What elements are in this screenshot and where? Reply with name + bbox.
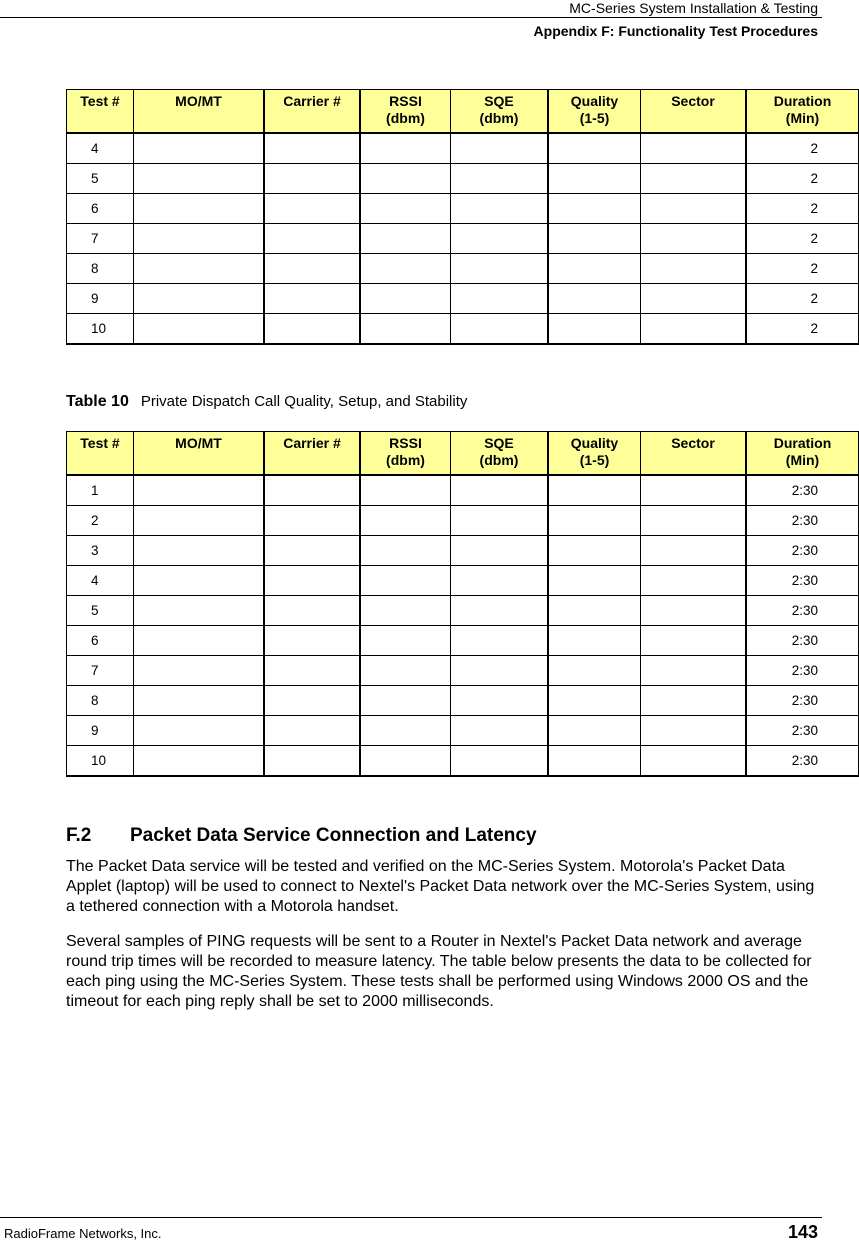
empty-entry-cell xyxy=(451,596,549,626)
empty-entry-cell xyxy=(548,596,641,626)
column-header: Sector xyxy=(641,90,747,134)
duration-cell: 2 xyxy=(746,254,859,284)
table-row xyxy=(67,596,859,626)
section-heading xyxy=(66,825,537,847)
table-header-row xyxy=(67,90,859,134)
empty-entry-cell xyxy=(360,746,451,777)
empty-entry-cell xyxy=(451,284,549,314)
column-header: Duration (Min) xyxy=(746,90,859,134)
empty-entry-cell xyxy=(134,746,265,777)
column-header: Test # xyxy=(67,90,134,134)
empty-entry-cell xyxy=(134,133,265,164)
table-caption-text: Private Dispatch Call Quality, Setup, and Stability xyxy=(140,393,468,410)
duration-cell: 2:30 xyxy=(746,475,859,506)
table-row xyxy=(67,626,859,656)
duration-cell: 2:30 xyxy=(746,626,859,656)
empty-entry-cell xyxy=(641,686,747,716)
table-row xyxy=(67,314,859,345)
table-row xyxy=(67,746,859,777)
empty-entry-cell xyxy=(641,626,747,656)
empty-entry-cell xyxy=(451,656,549,686)
empty-entry-cell xyxy=(134,224,265,254)
table-row xyxy=(67,254,859,284)
empty-entry-cell xyxy=(134,656,265,686)
empty-entry-cell xyxy=(548,224,641,254)
test-number-cell: 6 xyxy=(67,626,134,656)
empty-entry-cell xyxy=(451,314,549,345)
empty-entry-cell xyxy=(360,566,451,596)
column-header: MO/MT xyxy=(134,90,265,134)
column-header: RSSI (dbm) xyxy=(360,432,451,476)
empty-entry-cell xyxy=(264,746,360,777)
test-number-cell: 4 xyxy=(67,566,134,596)
duration-cell: 2 xyxy=(746,314,859,345)
empty-entry-cell xyxy=(451,686,549,716)
duration-cell: 2 xyxy=(746,164,859,194)
empty-entry-cell xyxy=(548,656,641,686)
table-body xyxy=(67,475,859,776)
table-row xyxy=(67,716,859,746)
empty-entry-cell xyxy=(451,224,549,254)
empty-entry-cell xyxy=(360,506,451,536)
empty-entry-cell xyxy=(641,475,747,506)
empty-entry-cell xyxy=(264,626,360,656)
empty-entry-cell xyxy=(548,626,641,656)
test-number-cell: 9 xyxy=(67,284,134,314)
empty-entry-cell xyxy=(548,475,641,506)
test-number-cell: 3 xyxy=(67,536,134,566)
empty-entry-cell xyxy=(548,566,641,596)
test-number-cell: 8 xyxy=(67,686,134,716)
empty-entry-cell xyxy=(264,506,360,536)
table-header-row xyxy=(67,432,859,476)
table-row xyxy=(67,133,859,164)
empty-entry-cell xyxy=(264,475,360,506)
empty-entry-cell xyxy=(548,746,641,777)
table-row xyxy=(67,686,859,716)
empty-entry-cell xyxy=(451,746,549,777)
empty-entry-cell xyxy=(264,164,360,194)
empty-entry-cell xyxy=(264,314,360,345)
empty-entry-cell xyxy=(134,626,265,656)
empty-entry-cell xyxy=(134,536,265,566)
empty-entry-cell xyxy=(360,596,451,626)
test-number-cell: 10 xyxy=(67,746,134,777)
empty-entry-cell xyxy=(134,506,265,536)
empty-entry-cell xyxy=(641,284,747,314)
empty-entry-cell xyxy=(548,536,641,566)
empty-entry-cell xyxy=(641,746,747,777)
empty-entry-cell xyxy=(451,626,549,656)
empty-entry-cell xyxy=(264,596,360,626)
column-header: MO/MT xyxy=(134,432,265,476)
empty-entry-cell xyxy=(134,194,265,224)
empty-entry-cell xyxy=(641,566,747,596)
section-title: Packet Data Service Connection and Latency xyxy=(130,825,537,846)
table-caption xyxy=(66,393,467,411)
duration-cell: 2 xyxy=(746,284,859,314)
header-rule xyxy=(0,17,822,18)
empty-entry-cell xyxy=(451,133,549,164)
paragraph: Several samples of PING requests will be sent to a Router in Nextel's Packet Data network and average round trip times will be recorded to measure latency. The table below presents the data to be collected for each ping using the MC-Series System. These tests shall be performed using Windows 2000 OS and the timeout for each ping reply shall be set to 2000 milliseconds. xyxy=(66,933,812,1010)
empty-entry-cell xyxy=(134,716,265,746)
empty-entry-cell xyxy=(548,164,641,194)
empty-entry-cell xyxy=(451,194,549,224)
duration-cell: 2:30 xyxy=(746,536,859,566)
empty-entry-cell xyxy=(264,284,360,314)
duration-cell: 2:30 xyxy=(746,506,859,536)
table-body xyxy=(67,133,859,344)
column-header: SQE (dbm) xyxy=(451,90,549,134)
empty-entry-cell xyxy=(134,475,265,506)
empty-entry-cell xyxy=(641,536,747,566)
column-header: Sector xyxy=(641,432,747,476)
empty-entry-cell xyxy=(360,133,451,164)
duration-cell: 2:30 xyxy=(746,716,859,746)
call-quality-table-continued xyxy=(66,89,859,345)
test-number-cell: 9 xyxy=(67,716,134,746)
empty-entry-cell xyxy=(264,133,360,164)
empty-entry-cell xyxy=(264,536,360,566)
empty-entry-cell xyxy=(360,224,451,254)
empty-entry-cell xyxy=(134,254,265,284)
empty-entry-cell xyxy=(360,164,451,194)
duration-cell: 2 xyxy=(746,133,859,164)
empty-entry-cell xyxy=(451,716,549,746)
empty-entry-cell xyxy=(134,596,265,626)
empty-entry-cell xyxy=(360,656,451,686)
empty-entry-cell xyxy=(264,656,360,686)
test-number-cell: 1 xyxy=(67,475,134,506)
empty-entry-cell xyxy=(451,254,549,284)
footer-company: RadioFrame Networks, Inc. xyxy=(4,1226,162,1241)
test-number-cell: 5 xyxy=(67,164,134,194)
empty-entry-cell xyxy=(641,164,747,194)
table-row xyxy=(67,224,859,254)
header-appendix: Appendix F: Functionality Test Procedures xyxy=(533,23,818,39)
empty-entry-cell xyxy=(548,716,641,746)
empty-entry-cell xyxy=(134,566,265,596)
column-header: Test # xyxy=(67,432,134,476)
column-header: Carrier # xyxy=(264,90,360,134)
duration-cell: 2 xyxy=(746,224,859,254)
page-number: 143 xyxy=(787,1222,818,1242)
test-number-cell: 5 xyxy=(67,596,134,626)
empty-entry-cell xyxy=(548,686,641,716)
empty-entry-cell xyxy=(360,314,451,345)
footer-rule xyxy=(0,1217,822,1218)
empty-entry-cell xyxy=(360,716,451,746)
table-row xyxy=(67,164,859,194)
empty-entry-cell xyxy=(451,566,549,596)
test-number-cell: 7 xyxy=(67,224,134,254)
duration-cell: 2 xyxy=(746,194,859,224)
empty-entry-cell xyxy=(360,284,451,314)
test-number-cell: 7 xyxy=(67,656,134,686)
empty-entry-cell xyxy=(548,506,641,536)
table-row xyxy=(67,566,859,596)
duration-cell: 2:30 xyxy=(746,596,859,626)
column-header: SQE (dbm) xyxy=(451,432,549,476)
empty-entry-cell xyxy=(360,254,451,284)
empty-entry-cell xyxy=(264,716,360,746)
table-row xyxy=(67,194,859,224)
empty-entry-cell xyxy=(134,686,265,716)
empty-entry-cell xyxy=(548,133,641,164)
empty-entry-cell xyxy=(264,194,360,224)
empty-entry-cell xyxy=(548,284,641,314)
empty-entry-cell xyxy=(641,656,747,686)
table-caption-label: Table 10 xyxy=(66,393,129,410)
private-dispatch-table xyxy=(66,431,859,777)
empty-entry-cell xyxy=(641,254,747,284)
empty-entry-cell xyxy=(641,194,747,224)
column-header: Quality (1-5) xyxy=(548,432,641,476)
duration-cell: 2:30 xyxy=(746,566,859,596)
empty-entry-cell xyxy=(264,224,360,254)
test-number-cell: 10 xyxy=(67,314,134,345)
empty-entry-cell xyxy=(451,164,549,194)
empty-entry-cell xyxy=(641,314,747,345)
empty-entry-cell xyxy=(641,596,747,626)
table-row xyxy=(67,536,859,566)
test-number-cell: 4 xyxy=(67,133,134,164)
empty-entry-cell xyxy=(360,536,451,566)
empty-entry-cell xyxy=(264,566,360,596)
empty-entry-cell xyxy=(264,254,360,284)
column-header: Duration (Min) xyxy=(746,432,859,476)
empty-entry-cell xyxy=(548,194,641,224)
table-row xyxy=(67,475,859,506)
empty-entry-cell xyxy=(641,506,747,536)
table-row xyxy=(67,506,859,536)
table-row xyxy=(67,284,859,314)
header-doc-title: MC-Series System Installation & Testing xyxy=(569,0,818,16)
empty-entry-cell xyxy=(548,314,641,345)
test-number-cell: 6 xyxy=(67,194,134,224)
empty-entry-cell xyxy=(264,686,360,716)
empty-entry-cell xyxy=(360,626,451,656)
column-header: Quality (1-5) xyxy=(548,90,641,134)
empty-entry-cell xyxy=(451,506,549,536)
section-number: F.2 xyxy=(66,825,92,846)
test-number-cell: 2 xyxy=(67,506,134,536)
empty-entry-cell xyxy=(641,224,747,254)
table-row xyxy=(67,656,859,686)
column-header: Carrier # xyxy=(264,432,360,476)
empty-entry-cell xyxy=(451,475,549,506)
empty-entry-cell xyxy=(360,475,451,506)
empty-entry-cell xyxy=(641,716,747,746)
column-header: RSSI (dbm) xyxy=(360,90,451,134)
duration-cell: 2:30 xyxy=(746,686,859,716)
empty-entry-cell xyxy=(360,686,451,716)
duration-cell: 2:30 xyxy=(746,746,859,777)
empty-entry-cell xyxy=(134,314,265,345)
empty-entry-cell xyxy=(641,133,747,164)
empty-entry-cell xyxy=(360,194,451,224)
paragraph: The Packet Data service will be tested and verified on the MC-Series System. Motorola's Packet Data Applet (laptop) will be used to connect to Nextel's Packet Data network over the MC-Series System, using a tethered connection with a Motorola handset. xyxy=(66,858,815,915)
duration-cell: 2:30 xyxy=(746,656,859,686)
empty-entry-cell xyxy=(451,536,549,566)
empty-entry-cell xyxy=(134,164,265,194)
empty-entry-cell xyxy=(134,284,265,314)
test-number-cell: 8 xyxy=(67,254,134,284)
empty-entry-cell xyxy=(548,254,641,284)
